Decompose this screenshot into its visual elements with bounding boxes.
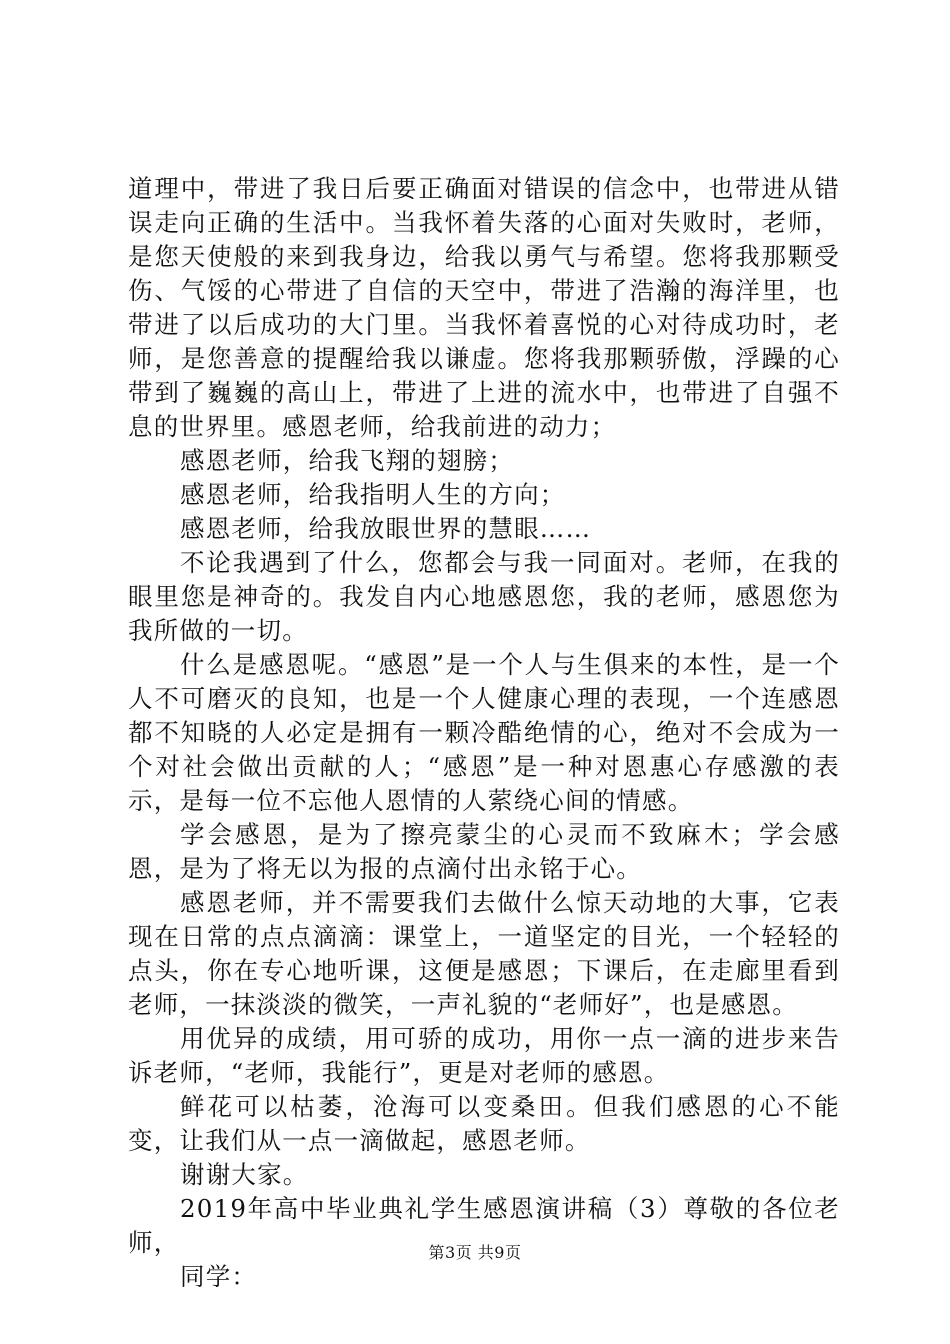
paragraph-continuation: 道理中，带进了我日后要正确面对错误的信念中，也带进从错误走向正确的生活中。当我怀着失落的心面对失败时，老师，是您天使般的来到我身边，给我以勇气与希望。您将我那颗受伤、气馁的心带进了自信的天空中，带进了浩瀚的海洋里，也带进了以后成功的大门里。当我怀着喜悦的心对待成功时，老师，是您善意的提醒给我以谦虚。您将我那颗骄傲，浮躁的心带到了巍巍的高山上，带进了上进的流水中，也带进了自强不息的世界里。感恩老师，给我前进的动力； [128, 174, 840, 441]
paragraph-daily-gratitude: 感恩老师，并不需要我们去做什么惊天动地的大事，它表现在日常的点点滴滴：课堂上，一道坚定的目光，一个轻轻的点头，你在专心地听课，这便是感恩；下课后，在走廊里看到老师，一抹淡淡的微笑，一声礼貌的“老师好”，也是感恩。 [128, 888, 840, 1019]
paragraph-thanks: 谢谢大家。 [180, 1160, 309, 1189]
paragraph-heart-unchanged: 鲜花可以枯萎，沧海可以变桑田。但我们感恩的心不能变，让我们从一点一滴做起，感恩老师。 [128, 1092, 840, 1155]
paragraph-learn-gratitude: 学会感恩，是为了擦亮蒙尘的心灵而不致麻木；学会感恩，是为了将无以为报的点滴付出永铭于心。 [128, 820, 840, 883]
paragraph-achievements: 用优异的成绩，用可骄的成功，用你一点一滴的进步来告诉老师，“老师，我能行”，更是对老师的感恩。 [128, 1024, 840, 1087]
paragraph-vision: 感恩老师，给我放眼世界的慧眼…… [180, 514, 592, 543]
paragraph-greeting: 同学： [180, 1262, 258, 1291]
document-body [128, 172, 840, 1294]
paragraph-face-together: 不论我遇到了什么，您都会与我一同面对。老师，在我的眼里您是神奇的。我发自内心地感恩您，我的老师，感恩您为我所做的一切。 [128, 548, 840, 645]
paragraph-what-is-gratitude: 什么是感恩呢。“感恩”是一个人与生俱来的本性，是一个人不可磨灭的良知，也是一个人健康心理的表现，一个连感恩都不知晓的人必定是拥有一颗冷酷绝情的心，绝对不会成为一个对社会做出贡献的人；“感恩”是一种对恩惠心存感激的表示，是每一位不忘他人恩情的人萦绕心间的情感。 [128, 650, 840, 815]
paragraph-wings: 感恩老师，给我飞翔的翅膀； [180, 446, 515, 475]
paragraph-speech-title: 2019年高中毕业典礼学生感恩演讲稿（3）尊敬的各位老师， [128, 1194, 840, 1257]
paragraph-direction: 感恩老师，给我指明人生的方向； [180, 480, 566, 509]
page-footer: 第3页 共9页 [428, 1243, 522, 1262]
